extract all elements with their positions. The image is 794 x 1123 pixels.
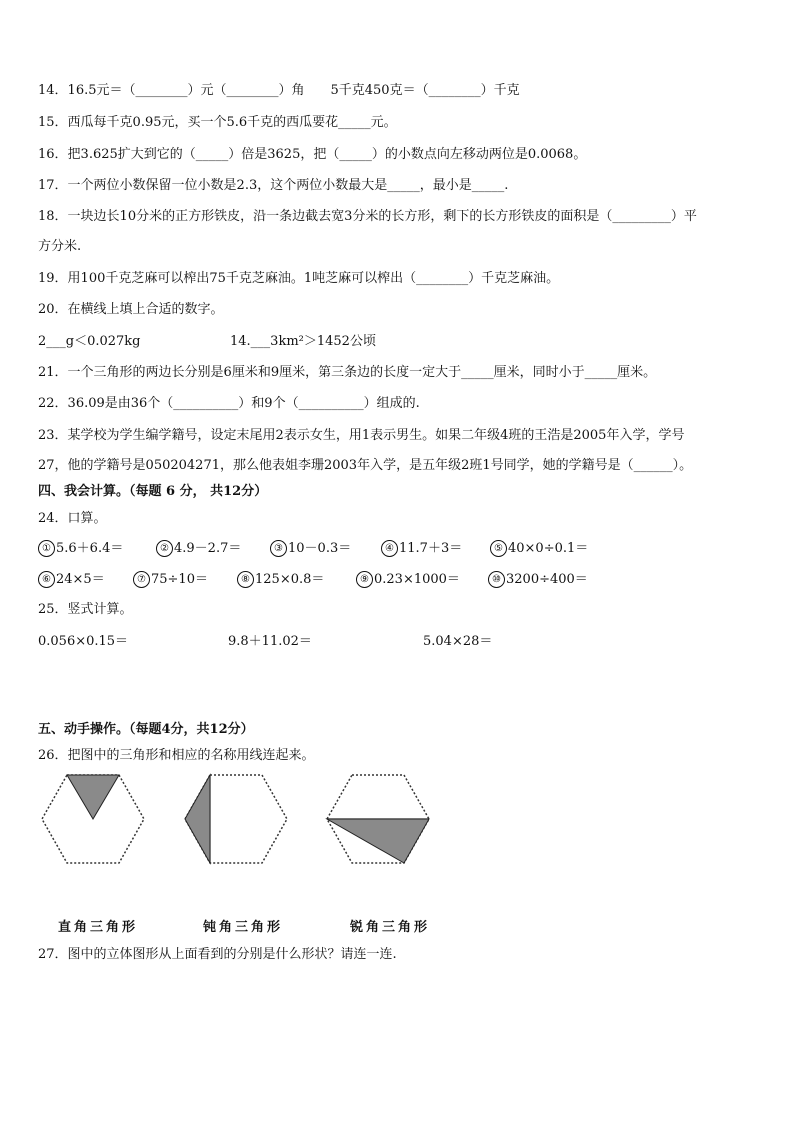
item-number: ⑥ bbox=[38, 571, 55, 588]
hexagon-right-triangle-figure bbox=[40, 773, 146, 865]
hexagon-obtuse-triangle-figure bbox=[183, 773, 289, 865]
item-number: ⑦ bbox=[133, 571, 150, 588]
item-number: ⑤ bbox=[490, 540, 507, 557]
oral-expression: 40×0÷0.1＝ bbox=[508, 541, 589, 556]
question-18-line2: 方分米. bbox=[38, 239, 82, 254]
oral-item bbox=[490, 540, 588, 558]
oral-expression: 4.9－2.7＝ bbox=[174, 541, 242, 556]
vertical-calc-item: 5.04×28＝ bbox=[423, 634, 493, 649]
oral-expression: 24×5＝ bbox=[56, 572, 105, 587]
question-18-line1: 18．一块边长10分米的正方形铁皮，沿一条边截去宽3分米的长方形，剩下的长方形铁皮的面积是（_________）平 bbox=[38, 209, 697, 224]
question-15: 15．西瓜每千克0.95元，买一个5.6千克的西瓜要花_____元。 bbox=[38, 115, 397, 130]
shaded-triangle bbox=[185, 775, 210, 863]
item-number: ③ bbox=[270, 540, 287, 557]
oral-item bbox=[38, 540, 123, 558]
section-5-heading: 五、动手操作。（每题4分，共12分） bbox=[38, 722, 254, 737]
oral-item bbox=[381, 540, 462, 558]
question-21: 21．一个三角形的两边长分别是6厘米和9厘米，第三条边的长度一定大于_____厘米，同时小于_____厘米。 bbox=[38, 365, 657, 380]
vertical-calc-item: 9.8＋11.02＝ bbox=[228, 634, 312, 649]
question-20-item-1: 2___g＜0.027kg bbox=[38, 334, 141, 349]
question-19: 19．用100千克芝麻可以榨出75千克芝麻油。1吨芝麻可以榨出（________）千克芝麻油。 bbox=[38, 271, 560, 286]
oral-item bbox=[133, 571, 208, 589]
oral-expression: 75÷10＝ bbox=[151, 572, 208, 587]
item-number: ② bbox=[156, 540, 173, 557]
item-number: ① bbox=[38, 540, 55, 557]
question-14: 14．16.5元＝（________）元（________）角 5千克450克＝（________）千克 bbox=[38, 83, 520, 98]
question-17: 17．一个两位小数保留一位小数是2.3，这个两位小数最大是_____，最小是_____. bbox=[38, 178, 509, 193]
oral-item bbox=[270, 540, 351, 558]
question-16: 16．把3.625扩大到它的（_____）倍是3625，把（_____）的小数点向左移动两位是0.0068。 bbox=[38, 147, 587, 162]
question-26: 26．把图中的三角形和相应的名称用线连起来。 bbox=[38, 748, 315, 763]
question-23-line1: 23．某学校为学生编学籍号，设定末尾用2表示女生，用1表示男生。如果二年级4班的王浩是2005年入学，学号 bbox=[38, 428, 685, 443]
oral-expression: 10－0.3＝ bbox=[288, 541, 352, 556]
oral-expression: 11.7＋3＝ bbox=[399, 541, 463, 556]
hexagon-acute-triangle-figure bbox=[325, 773, 431, 865]
question-22: 22．36.09是由36个（__________）和9个（__________）组成的. bbox=[38, 396, 420, 411]
item-number: ⑨ bbox=[356, 571, 373, 588]
section-4-heading: 四、我会计算。（每题 6 分， 共12分） bbox=[38, 484, 268, 499]
triangle-label: 直角三角形 bbox=[58, 920, 139, 935]
oral-item bbox=[237, 571, 324, 589]
question-23-line2: 27，他的学籍号是050204271，那么他表姐李珊2003年入学，是五年级2班1号同学，她的学籍号是（______）。 bbox=[38, 458, 693, 473]
question-27: 27．图中的立体图形从上面看到的分别是什么形状？请连一连. bbox=[38, 947, 397, 962]
oral-item bbox=[356, 571, 460, 589]
question-20: 20．在横线上填上合适的数字。 bbox=[38, 302, 224, 317]
triangle-label: 钝角三角形 bbox=[203, 920, 284, 935]
oral-expression: 125×0.8＝ bbox=[255, 572, 325, 587]
oral-item bbox=[156, 540, 241, 558]
vertical-calc-item: 0.056×0.15＝ bbox=[38, 634, 129, 649]
shaded-triangle bbox=[67, 775, 119, 819]
oral-expression: 0.23×1000＝ bbox=[374, 572, 460, 587]
oral-expression: 3200÷400＝ bbox=[506, 572, 588, 587]
oral-item bbox=[488, 571, 588, 589]
question-25: 25．竖式计算。 bbox=[38, 602, 133, 617]
question-20-item-2: 14.___3km²＞1452公顷 bbox=[230, 334, 376, 349]
item-number: ⑧ bbox=[237, 571, 254, 588]
item-number: ⑩ bbox=[488, 571, 505, 588]
shaded-triangle bbox=[327, 819, 429, 863]
oral-expression: 5.6＋6.4＝ bbox=[56, 541, 124, 556]
question-24: 24．口算。 bbox=[38, 511, 107, 526]
item-number: ④ bbox=[381, 540, 398, 557]
triangle-label: 锐角三角形 bbox=[350, 920, 431, 935]
oral-item bbox=[38, 571, 105, 589]
